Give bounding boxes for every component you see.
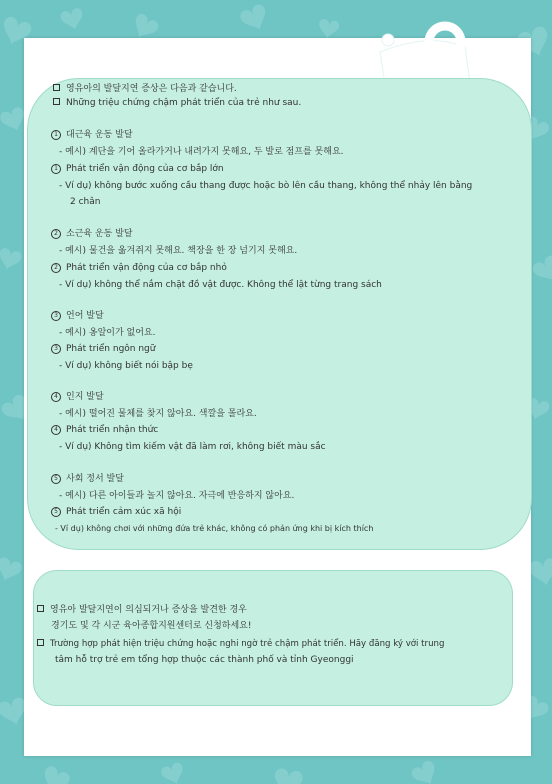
notice-ko-line2: 경기도 및 각 시군 육아종합지원센터로 신청하세요! <box>51 621 252 631</box>
section-2-example-vi: - Ví dụ) không thể nắm chặt đồ vật được. Không thể lật từng trang sách <box>59 280 382 290</box>
notice-vi-line2: tâm hỗ trợ trẻ em tổng hợp thuộc các thành phố và tỉnh Gyeonggi <box>55 655 354 665</box>
circled-number-icon: 2 <box>51 263 61 273</box>
circled-number-icon: 3 <box>51 311 61 321</box>
section-2-title-vi: 2 Phát triển vận động của cơ bắp nhỏ <box>51 262 227 274</box>
circled-number-icon: 1 <box>51 130 61 140</box>
circled-number-icon: 4 <box>51 392 61 402</box>
section-1-example-vi: - Ví dụ) không bước xuống cầu thang được hoặc bò lên cầu thang, không thể nhảy lên bằng <box>59 181 473 191</box>
circled-number-icon: 2 <box>51 229 61 239</box>
intro-line-ko: 영유아의 발달지연 증상은 다음과 같습니다. <box>53 83 237 95</box>
section-5-example-vi: - Ví dụ) không chơi với những đứa trẻ khác, không có phản ứng khi bị kích thích <box>55 524 374 533</box>
notice-ko-line1: 영유아 발달지연이 의심되거나 증상을 발견한 경우 <box>37 604 247 616</box>
circled-number-icon: 3 <box>51 344 61 354</box>
section-3-example-vi: - Ví dụ) không biết nói bập bẹ <box>59 361 193 371</box>
section-4-title-ko: 4 인지 발달 <box>51 391 104 403</box>
section-5-example-ko: - 예시) 다른 아이들과 놀지 않아요. 자극에 반응하지 않아요. <box>59 491 295 501</box>
section-1-example-ko: - 예시) 계단을 기어 올라가거나 내려가지 못해요, 두 발로 점프를 못해요. <box>59 147 344 157</box>
checkbox-square-icon <box>37 605 44 612</box>
section-3-example-ko: - 예시) 옹알이가 없어요. <box>59 328 156 338</box>
section-2-title-ko: 2 소근육 운동 발달 <box>51 228 133 240</box>
section-2-example-ko: - 예시) 물건을 옮겨쥐지 못해요. 책장을 한 장 넘기지 못해요. <box>59 246 298 256</box>
circled-number-icon: 5 <box>51 507 61 517</box>
intro-line-vi: Những triệu chứng chậm phát triển của trẻ như sau. <box>53 97 301 109</box>
checkbox-square-icon <box>53 98 60 105</box>
section-5-title-ko: 5 사회 정서 발달 <box>51 473 124 485</box>
circled-number-icon: 4 <box>51 425 61 435</box>
section-4-example-ko: - 예시) 떨어진 물체를 찾지 않아요. 색깔을 몰라요. <box>59 409 257 419</box>
checkbox-square-icon <box>37 639 44 646</box>
section-3-title-ko: 3 언어 발달 <box>51 310 104 322</box>
section-4-title-vi: 4 Phát triển nhận thức <box>51 424 158 436</box>
circled-number-icon: 1 <box>51 164 61 174</box>
checkbox-square-icon <box>53 84 60 91</box>
section-1-title-ko: 1 대근육 운동 발달 <box>51 129 133 141</box>
circled-number-icon: 5 <box>51 474 61 484</box>
section-1-title-vi: 1 Phát triển vận động của cơ bắp lớn <box>51 163 224 175</box>
notice-vi-line1: Trường hợp phát hiện triệu chứng hoặc nghi ngờ trẻ chậm phát triển. Hãy đăng ký với trung <box>37 638 444 650</box>
section-5-title-vi: 5 Phát triển cảm xúc xã hội <box>51 506 181 518</box>
section-3-title-vi: 3 Phát triển ngôn ngữ <box>51 343 155 355</box>
section-4-example-vi: - Ví dụ) Không tìm kiếm vật đã làm rơi, không biết màu sắc <box>59 442 326 452</box>
section-1-example-vi-cont: 2 chân <box>70 197 101 207</box>
